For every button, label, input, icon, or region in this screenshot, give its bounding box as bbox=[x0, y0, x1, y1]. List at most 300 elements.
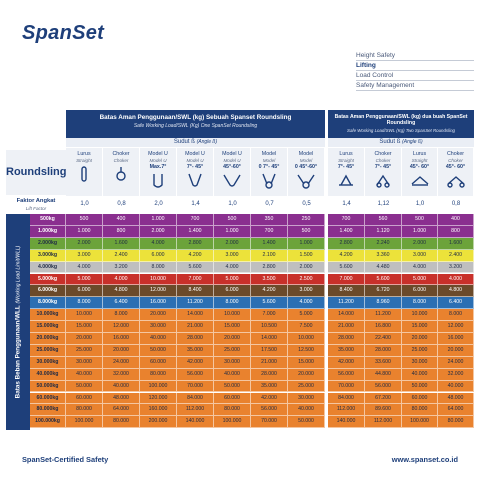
swl-value: 6.000 bbox=[66, 285, 103, 297]
wll-capacity: 100.000kg bbox=[30, 416, 66, 428]
swl-value: 7.000 bbox=[251, 309, 288, 321]
swl-value: 3.360 bbox=[365, 250, 402, 262]
config-cell bbox=[66, 148, 103, 196]
swl-value: 1.500 bbox=[288, 250, 325, 262]
choker-sling-icon bbox=[103, 166, 139, 182]
wll-capacity: 30.000kg bbox=[30, 357, 66, 369]
config-label: Lurus bbox=[412, 151, 427, 157]
swl-value: 4.000 bbox=[66, 262, 103, 274]
swl-value: 80.000 bbox=[140, 369, 177, 381]
swl-value: 48.000 bbox=[103, 393, 140, 405]
config-angle: 0 7°- 45° bbox=[258, 164, 280, 170]
swl-value: 20.000 bbox=[103, 345, 140, 357]
side-label-main: Batas Beban Penggunaan/WLL bbox=[14, 305, 22, 399]
tagline-item: Load Control bbox=[356, 71, 474, 81]
swl-value: 100.000 bbox=[402, 416, 438, 428]
config-cell bbox=[402, 148, 438, 196]
swl-value: 140.000 bbox=[328, 416, 365, 428]
swl-value: 42.000 bbox=[328, 357, 365, 369]
tagline-list bbox=[356, 51, 474, 91]
wll-capacity: 5.000kg bbox=[30, 274, 66, 286]
swl-value: 3.500 bbox=[251, 274, 288, 286]
config-angle: 45°-60° bbox=[223, 164, 241, 170]
wll-capacity: 6.000kg bbox=[30, 285, 66, 297]
config-sublabel: Straight bbox=[411, 157, 428, 163]
swl-value: 40.000 bbox=[438, 381, 474, 393]
factor-value: 1,4 bbox=[191, 201, 200, 207]
swl-value: 30.000 bbox=[214, 357, 251, 369]
swl-value: 100.000 bbox=[66, 416, 103, 428]
swl-value: 8.000 bbox=[438, 309, 474, 321]
straight-sling-icon bbox=[66, 166, 102, 182]
swl-value: 67.200 bbox=[365, 393, 402, 405]
factor-value: 0,8 bbox=[117, 201, 126, 207]
wll-row bbox=[30, 416, 474, 428]
wll-row bbox=[30, 262, 474, 274]
swl-value: 2.400 bbox=[438, 250, 474, 262]
swl-value: 30.000 bbox=[402, 357, 438, 369]
swl-value: 4.000 bbox=[402, 262, 438, 274]
footer-website[interactable]: www.spanset.co.id bbox=[391, 455, 458, 464]
swl-value: 16.000 bbox=[438, 333, 474, 345]
swl-value: 48.000 bbox=[438, 393, 474, 405]
wll-row bbox=[30, 357, 474, 369]
swl-value: 16.000 bbox=[140, 297, 177, 309]
swl-value: 2.800 bbox=[251, 262, 288, 274]
header-single-subtitle: Safe Working Load/SWL (Kg) One SpanSet Roundsling bbox=[133, 123, 258, 129]
swl-value: 3.000 bbox=[288, 285, 325, 297]
swl-value: 15.000 bbox=[288, 357, 325, 369]
swl-value: 35.000 bbox=[251, 381, 288, 393]
swl-value: 10.000 bbox=[288, 333, 325, 345]
swl-value: 12.000 bbox=[103, 321, 140, 333]
swl-value: 15.000 bbox=[66, 321, 103, 333]
swl-value: 8.000 bbox=[66, 297, 103, 309]
swl-value: 4.800 bbox=[438, 285, 474, 297]
swl-value: 4.200 bbox=[251, 285, 288, 297]
swl-value: 4.000 bbox=[140, 238, 177, 250]
swl-value: 6.000 bbox=[214, 285, 251, 297]
wll-capacity: 8.000kg bbox=[30, 297, 66, 309]
swl-value: 50.000 bbox=[288, 416, 325, 428]
roundsling-swl-table bbox=[6, 110, 474, 430]
swl-value: 4.000 bbox=[103, 274, 140, 286]
wll-capacity: 1.000kg bbox=[30, 226, 66, 238]
swl-value: 4.000 bbox=[438, 274, 474, 286]
swl-value: 30.000 bbox=[288, 393, 325, 405]
swl-value: 160.000 bbox=[140, 404, 177, 416]
config-cell bbox=[103, 148, 140, 196]
swl-value: 22.400 bbox=[365, 333, 402, 345]
factor-value: 0,7 bbox=[265, 201, 274, 207]
factor-value: 1,0 bbox=[228, 201, 237, 207]
swl-value: 1.400 bbox=[328, 226, 365, 238]
swl-value: 100.000 bbox=[140, 381, 177, 393]
config-cell bbox=[214, 148, 251, 196]
wll-row bbox=[30, 250, 474, 262]
tagline-item: Lifting bbox=[356, 61, 474, 71]
factor-value: 1,12 bbox=[377, 201, 390, 207]
swl-value: 5.600 bbox=[251, 297, 288, 309]
wll-row bbox=[30, 226, 474, 238]
config-sublabel: Model bbox=[299, 157, 313, 163]
swl-value: 40.000 bbox=[214, 369, 251, 381]
swl-value: 21.000 bbox=[328, 321, 365, 333]
swl-value: 3.200 bbox=[103, 262, 140, 274]
swl-value: 24.000 bbox=[103, 357, 140, 369]
swl-value: 5.000 bbox=[66, 274, 103, 286]
swl-value: 80.000 bbox=[402, 404, 438, 416]
swl-value: 500 bbox=[66, 214, 103, 226]
swl-value: 70.000 bbox=[251, 416, 288, 428]
swl-value: 40.000 bbox=[288, 404, 325, 416]
swl-value: 64.000 bbox=[103, 404, 140, 416]
header-double-subtitle: Safe Working Load/SWL (Kg) Two SpanSet Roundsling bbox=[347, 128, 455, 133]
roundsling-label: Roundsling bbox=[6, 150, 66, 195]
swl-value: 500 bbox=[214, 214, 251, 226]
swl-value: 4.480 bbox=[365, 262, 402, 274]
swl-value: 1.000 bbox=[214, 226, 251, 238]
swl-value: 4.200 bbox=[328, 250, 365, 262]
swl-value: 100.000 bbox=[214, 416, 251, 428]
config-cell bbox=[328, 148, 365, 196]
config-label: Model U bbox=[185, 151, 205, 157]
wll-capacity: 50.000kg bbox=[30, 381, 66, 393]
swl-value: 10.500 bbox=[251, 321, 288, 333]
o-basket-icon bbox=[251, 173, 287, 189]
swl-value: 20.000 bbox=[288, 369, 325, 381]
wll-capacity: 2.000kg bbox=[30, 238, 66, 250]
swl-value: 80.000 bbox=[438, 416, 474, 428]
config-angle: 45°- 60° bbox=[445, 164, 466, 170]
spanset-logo: SpanSet bbox=[22, 22, 105, 44]
config-label: Lurus bbox=[339, 151, 353, 157]
swl-value: 3.000 bbox=[402, 250, 438, 262]
swl-value: 80.000 bbox=[214, 404, 251, 416]
swl-value: 500 bbox=[402, 214, 438, 226]
tagline-item: Safety Management bbox=[356, 81, 474, 91]
swl-value: 21.000 bbox=[251, 357, 288, 369]
wll-row bbox=[30, 214, 474, 226]
swl-value: 8.000 bbox=[402, 297, 438, 309]
swl-value: 1.000 bbox=[140, 214, 177, 226]
swl-value: 16.800 bbox=[365, 321, 402, 333]
swl-value: 10.000 bbox=[214, 309, 251, 321]
tagline-item: Height Safety bbox=[356, 51, 474, 61]
swl-value: 14.000 bbox=[251, 333, 288, 345]
factor-value: 2,0 bbox=[154, 201, 163, 207]
swl-value: 112.000 bbox=[365, 416, 402, 428]
swl-value: 2.500 bbox=[288, 274, 325, 286]
wll-capacity: 20.000kg bbox=[30, 333, 66, 345]
u-angle-icon bbox=[177, 173, 213, 189]
swl-value: 42.000 bbox=[251, 393, 288, 405]
swl-value: 5.000 bbox=[402, 274, 438, 286]
swl-value: 16.000 bbox=[103, 333, 140, 345]
sudut-double bbox=[328, 138, 474, 147]
wll-capacity: 10.000kg bbox=[30, 309, 66, 321]
wll-row bbox=[30, 369, 474, 381]
swl-value: 40.000 bbox=[402, 369, 438, 381]
factor-value: 1,0 bbox=[80, 201, 89, 207]
swl-value: 8.000 bbox=[140, 262, 177, 274]
wll-capacity: 15.000kg bbox=[30, 321, 66, 333]
config-sublabel: Model U bbox=[149, 157, 167, 163]
o-wide-icon bbox=[288, 173, 324, 189]
sudut-double-label: Sudut ß bbox=[379, 139, 401, 145]
swl-value: 21.000 bbox=[177, 321, 214, 333]
swl-value: 20.000 bbox=[402, 333, 438, 345]
wll-row bbox=[30, 238, 474, 250]
sudut-single-angle: (Angle ß) bbox=[196, 139, 218, 145]
wll-capacity: 60.000kg bbox=[30, 393, 66, 405]
swl-value: 20.000 bbox=[438, 345, 474, 357]
wll-row bbox=[30, 404, 474, 416]
swl-value: 350 bbox=[251, 214, 288, 226]
swl-value: 800 bbox=[103, 226, 140, 238]
swl-value: 120.000 bbox=[140, 393, 177, 405]
swl-value: 35.000 bbox=[328, 345, 365, 357]
swl-value: 60.000 bbox=[402, 393, 438, 405]
swl-value: 56.000 bbox=[251, 404, 288, 416]
swl-value: 12.500 bbox=[288, 345, 325, 357]
swl-value: 2.400 bbox=[103, 250, 140, 262]
config-angle: Max.7° bbox=[149, 164, 167, 170]
swl-value: 14.000 bbox=[177, 309, 214, 321]
swl-value: 10.000 bbox=[402, 309, 438, 321]
swl-value: 12.000 bbox=[140, 285, 177, 297]
config-sublabel: Model U bbox=[223, 157, 241, 163]
swl-value: 7.500 bbox=[288, 321, 325, 333]
swl-value: 11.200 bbox=[177, 297, 214, 309]
swl-value: 60.000 bbox=[214, 393, 251, 405]
swl-value: 32.000 bbox=[438, 369, 474, 381]
wll-capacity: 500kg bbox=[30, 214, 66, 226]
header-double-title: Batas Aman Penggunaan/SWL (kg) dua buah SpanSet Roundsling bbox=[334, 114, 468, 126]
swl-value: 1.600 bbox=[438, 238, 474, 250]
swl-value: 2.800 bbox=[328, 238, 365, 250]
swl-value: 25.000 bbox=[66, 345, 103, 357]
sudut-single bbox=[66, 138, 325, 147]
swl-value: 35.000 bbox=[177, 345, 214, 357]
swl-value: 30.000 bbox=[140, 321, 177, 333]
swl-value: 8.400 bbox=[328, 285, 365, 297]
sudut-double-angle: (Angle ß) bbox=[402, 139, 423, 145]
factor-value: 0,5 bbox=[302, 201, 311, 207]
swl-value: 500 bbox=[288, 226, 325, 238]
swl-value: 250 bbox=[288, 214, 325, 226]
swl-value: 56.000 bbox=[365, 381, 402, 393]
swl-value: 6.400 bbox=[438, 297, 474, 309]
swl-value: 50.000 bbox=[402, 381, 438, 393]
u-basket-icon bbox=[140, 173, 176, 189]
swl-value: 5.600 bbox=[365, 274, 402, 286]
swl-value: 40.000 bbox=[66, 369, 103, 381]
config-angle: 7°- 45° bbox=[374, 164, 392, 170]
swl-value: 700 bbox=[328, 214, 365, 226]
wll-capacity: 25.000kg bbox=[30, 345, 66, 357]
swl-value: 30.000 bbox=[66, 357, 103, 369]
config-cell bbox=[140, 148, 177, 196]
swl-value: 5.000 bbox=[288, 309, 325, 321]
swl-value: 1.120 bbox=[365, 226, 402, 238]
swl-value: 4.000 bbox=[288, 297, 325, 309]
config-label: Model U bbox=[222, 151, 242, 157]
swl-value: 2.000 bbox=[214, 238, 251, 250]
config-label: Lurus bbox=[77, 151, 91, 157]
swl-value: 32.000 bbox=[103, 369, 140, 381]
swl-value: 20.000 bbox=[140, 309, 177, 321]
two-leg-straight-icon bbox=[328, 173, 364, 189]
factor-value: 1,0 bbox=[415, 201, 425, 207]
swl-value: 4.000 bbox=[214, 262, 251, 274]
swl-value: 11.200 bbox=[365, 309, 402, 321]
swl-value: 2.000 bbox=[140, 226, 177, 238]
config-cell bbox=[177, 148, 214, 196]
config-angle: 7°- 45° bbox=[186, 164, 204, 170]
swl-value: 20.000 bbox=[66, 333, 103, 345]
swl-value: 1.000 bbox=[288, 238, 325, 250]
swl-value: 700 bbox=[251, 226, 288, 238]
swl-value: 70.000 bbox=[177, 381, 214, 393]
swl-value: 700 bbox=[177, 214, 214, 226]
config-label: Model bbox=[261, 151, 277, 157]
config-label: Choker bbox=[112, 151, 130, 157]
swl-value: 50.000 bbox=[66, 381, 103, 393]
swl-value: 64.000 bbox=[438, 404, 474, 416]
swl-value: 2.000 bbox=[66, 238, 103, 250]
swl-value: 70.000 bbox=[328, 381, 365, 393]
swl-value: 80.000 bbox=[66, 404, 103, 416]
swl-value: 56.000 bbox=[328, 369, 365, 381]
config-sublabel: Choker bbox=[375, 157, 391, 163]
side-label-sub: (Working Load Limit/WLL) bbox=[15, 245, 22, 304]
wll-row bbox=[30, 381, 474, 393]
wll-side-label bbox=[6, 214, 30, 430]
swl-value: 17.500 bbox=[251, 345, 288, 357]
header-single-title: Batas Aman Penggunaan/SWL (kg) Sebuah Spanset Roundsling bbox=[99, 114, 292, 121]
config-cell bbox=[251, 148, 288, 196]
swl-value: 7.000 bbox=[177, 274, 214, 286]
wll-capacity: 80.000kg bbox=[30, 404, 66, 416]
config-label: Choker bbox=[446, 151, 465, 157]
wll-row bbox=[30, 333, 474, 345]
swl-value: 1.400 bbox=[177, 226, 214, 238]
swl-value: 140.000 bbox=[177, 416, 214, 428]
swl-value: 400 bbox=[103, 214, 140, 226]
swl-value: 400 bbox=[438, 214, 474, 226]
config-label: Model U bbox=[148, 151, 168, 157]
swl-value: 1.400 bbox=[251, 238, 288, 250]
config-label: Model bbox=[298, 151, 314, 157]
header-single-sling bbox=[66, 110, 325, 138]
swl-value: 4.200 bbox=[177, 250, 214, 262]
config-angle: 45°- 60° bbox=[409, 164, 430, 170]
swl-value: 28.000 bbox=[328, 333, 365, 345]
swl-value: 25.000 bbox=[402, 345, 438, 357]
swl-value: 5.600 bbox=[177, 262, 214, 274]
faktor-angkat-label bbox=[6, 198, 66, 212]
swl-value: 10.000 bbox=[66, 309, 103, 321]
config-sublabel: Model bbox=[262, 157, 276, 163]
swl-value: 24.000 bbox=[438, 357, 474, 369]
swl-value: 20.000 bbox=[214, 333, 251, 345]
swl-value: 25.000 bbox=[288, 381, 325, 393]
config-sublabel: Choker bbox=[113, 157, 129, 163]
swl-value: 40.000 bbox=[140, 333, 177, 345]
swl-value: 1.000 bbox=[402, 226, 438, 238]
swl-value: 1.600 bbox=[103, 238, 140, 250]
swl-value: 2.800 bbox=[177, 238, 214, 250]
wll-row bbox=[30, 297, 474, 309]
wll-row bbox=[30, 393, 474, 405]
swl-value: 200.000 bbox=[140, 416, 177, 428]
swl-value: 15.000 bbox=[214, 321, 251, 333]
wll-row bbox=[30, 321, 474, 333]
config-cell bbox=[288, 148, 325, 196]
swl-value: 84.000 bbox=[328, 393, 365, 405]
config-angle: 0 45°-60° bbox=[294, 164, 318, 170]
swl-value: 42.000 bbox=[177, 357, 214, 369]
wll-row bbox=[30, 309, 474, 321]
swl-value: 2.100 bbox=[251, 250, 288, 262]
swl-value: 7.000 bbox=[328, 274, 365, 286]
swl-value: 28.000 bbox=[365, 345, 402, 357]
config-sublabel: Model U bbox=[186, 157, 204, 163]
wll-row bbox=[30, 285, 474, 297]
swl-value: 14.000 bbox=[328, 309, 365, 321]
factor-value: 0,8 bbox=[451, 201, 461, 207]
swl-value: 8.400 bbox=[177, 285, 214, 297]
swl-value: 1.000 bbox=[66, 226, 103, 238]
swl-value: 28.000 bbox=[251, 369, 288, 381]
swl-value: 5.000 bbox=[214, 274, 251, 286]
swl-value: 80.000 bbox=[103, 416, 140, 428]
swl-value: 28.000 bbox=[177, 333, 214, 345]
swl-value: 10.000 bbox=[140, 274, 177, 286]
swl-value: 15.000 bbox=[402, 321, 438, 333]
config-cell bbox=[438, 148, 474, 196]
config-sublabel: Straight bbox=[338, 157, 354, 163]
faktor-label: Faktor Angkat bbox=[16, 198, 56, 204]
swl-value: 112.000 bbox=[328, 404, 365, 416]
faktor-sub: Lift Factor bbox=[25, 206, 47, 211]
config-angle: 7°- 45° bbox=[337, 164, 355, 170]
swl-value: 2.240 bbox=[365, 238, 402, 250]
u-wide-icon bbox=[214, 173, 250, 189]
swl-value: 25.000 bbox=[214, 345, 251, 357]
wll-capacity: 40.000kg bbox=[30, 369, 66, 381]
swl-value: 50.000 bbox=[214, 381, 251, 393]
swl-value: 2.000 bbox=[288, 262, 325, 274]
wll-capacity: 3.000kg bbox=[30, 250, 66, 262]
swl-value: 3.200 bbox=[438, 262, 474, 274]
swl-value: 8.000 bbox=[103, 309, 140, 321]
config-sublabel: Choker bbox=[448, 157, 463, 163]
swl-value: 6.720 bbox=[365, 285, 402, 297]
swl-value: 6.400 bbox=[103, 297, 140, 309]
swl-value: 60.000 bbox=[140, 357, 177, 369]
swl-value: 6.000 bbox=[140, 250, 177, 262]
sudut-single-label: Sudut ß bbox=[173, 139, 195, 145]
swl-value: 12.000 bbox=[438, 321, 474, 333]
swl-value: 6.000 bbox=[402, 285, 438, 297]
swl-value: 800 bbox=[438, 226, 474, 238]
wll-row bbox=[30, 274, 474, 286]
swl-value: 84.000 bbox=[177, 393, 214, 405]
swl-value: 3.000 bbox=[214, 250, 251, 262]
wll-row bbox=[30, 345, 474, 357]
